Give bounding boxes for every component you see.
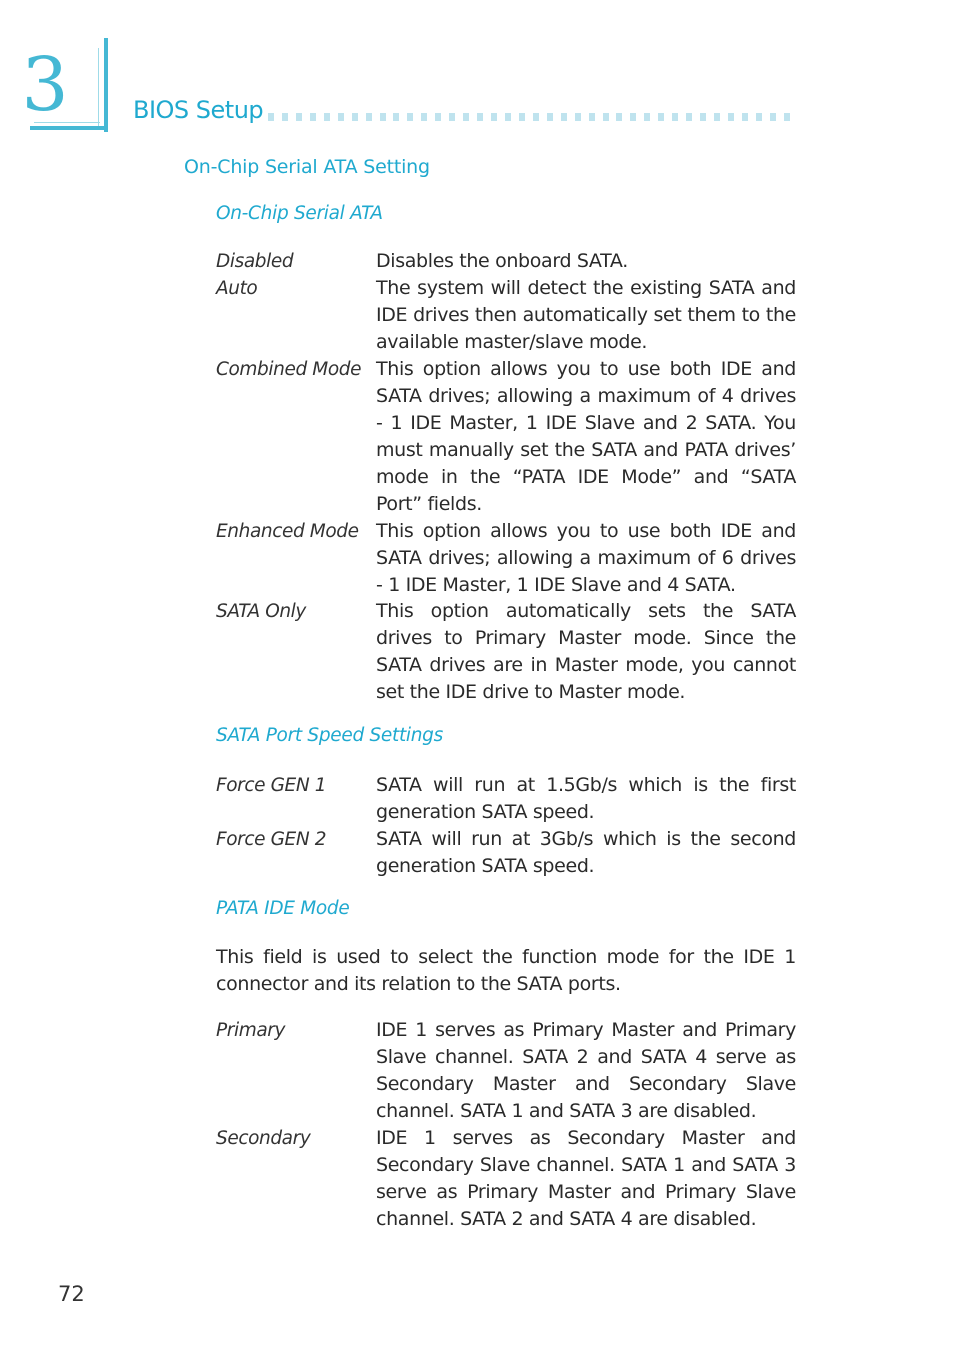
header-dot [658, 113, 664, 121]
header-dot [742, 113, 748, 121]
option-description: Disables the onboard SATA. [376, 250, 628, 272]
subheading-on-chip-serial-ata: On-Chip Serial ATA [216, 203, 383, 224]
header-dot [533, 113, 539, 121]
header-dot [352, 113, 358, 121]
header-dot-rule [268, 113, 798, 122]
header-dot [477, 113, 483, 121]
chapter-number: 3 [21, 42, 69, 128]
header-dot [338, 113, 344, 121]
option-description: IDE 1 serves as Primary Master and Primary Slave channel. SATA 2 and SATA 4 serve as Secondary Master and Secondary Slave channel. SATA 1 and SATA 3 are disabled. [376, 1019, 796, 1122]
chapter-title: BIOS Setup [133, 96, 264, 124]
header-dot [700, 113, 706, 121]
header-dot [268, 113, 274, 121]
header-dot [575, 113, 581, 121]
header-dot [616, 113, 622, 121]
header-dot [672, 113, 678, 121]
option-term: Secondary [216, 1128, 311, 1149]
header-dot [714, 113, 720, 121]
header-dot [393, 113, 399, 121]
header-dot [435, 113, 441, 121]
header-dot [310, 113, 316, 121]
header-dot [380, 113, 386, 121]
option-term: Primary [216, 1020, 286, 1041]
header-dot [770, 113, 776, 121]
header-dot [547, 113, 553, 121]
header-dot [784, 113, 790, 121]
option-description: This option allows you to use both IDE and SATA drives; allowing a maximum of 6 drives - 1 IDE Master, 1 IDE Slave and 4 SATA. [376, 520, 796, 596]
header-dot [630, 113, 636, 121]
option-description: SATA will run at 3Gb/s which is the second generation SATA speed. [376, 828, 796, 877]
header-dot [407, 113, 413, 121]
option-term: Enhanced Mode [216, 521, 359, 542]
header-dot [463, 113, 469, 121]
header-dot [449, 113, 455, 121]
header-dot [756, 113, 762, 121]
header-dot [686, 113, 692, 121]
header-dot [296, 113, 302, 121]
chapter-marker-vertical-rule [104, 38, 108, 132]
option-description: IDE 1 serves as Secondary Master and Secondary Slave channel. SATA 1 and SATA 3 serve as Primary Master and Primary Slave channel. SATA 2 and SATA 4 are disabled. [376, 1127, 796, 1230]
subheading-sata-port-speed: SATA Port Speed Settings [216, 725, 443, 746]
option-description: This option allows you to use both IDE and SATA drives; allowing a maximum of 4 drives - 1 IDE Master, 1 IDE Slave and 2 SATA. You must manually set the SATA and PATA drives’ mode in the “PATA IDE Mode” and “SATA Port” fields. [376, 358, 796, 515]
header-dot [505, 113, 511, 121]
option-description: This option automatically sets the SATA drives to Primary Master mode. Since the SATA drives are in Master mode, you cannot set the IDE drive to Master mode. [376, 600, 796, 703]
header-dot [644, 113, 650, 121]
option-term: Combined Mode [216, 359, 362, 380]
option-description: SATA will run at 1.5Gb/s which is the first generation SATA speed. [376, 774, 796, 823]
option-term: SATA Only [216, 601, 306, 622]
option-term: Force GEN 1 [216, 775, 327, 796]
chapter-marker-inner-vertical-rule [98, 48, 99, 126]
header-dot [282, 113, 288, 121]
header-dot [324, 113, 330, 121]
section-title: On-Chip Serial ATA Setting [184, 156, 430, 178]
pata-intro-paragraph: This field is used to select the function mode for the IDE 1 connector and its relation to the SATA ports. [216, 946, 796, 995]
option-term: Auto [216, 278, 258, 299]
header-dot [366, 113, 372, 121]
header-dot [421, 113, 427, 121]
subheading-pata-ide-mode: PATA IDE Mode [216, 898, 350, 919]
header-dot [728, 113, 734, 121]
option-term: Disabled [216, 251, 294, 272]
header-dot [561, 113, 567, 121]
header-dot [519, 113, 525, 121]
page-number: 72 [58, 1282, 85, 1306]
header-dot [589, 113, 595, 121]
header-dot [491, 113, 497, 121]
option-term: Force GEN 2 [216, 829, 327, 850]
header-dot [603, 113, 609, 121]
option-description: The system will detect the existing SATA and IDE drives then automatically set them to the available master/slave mode. [376, 277, 796, 353]
